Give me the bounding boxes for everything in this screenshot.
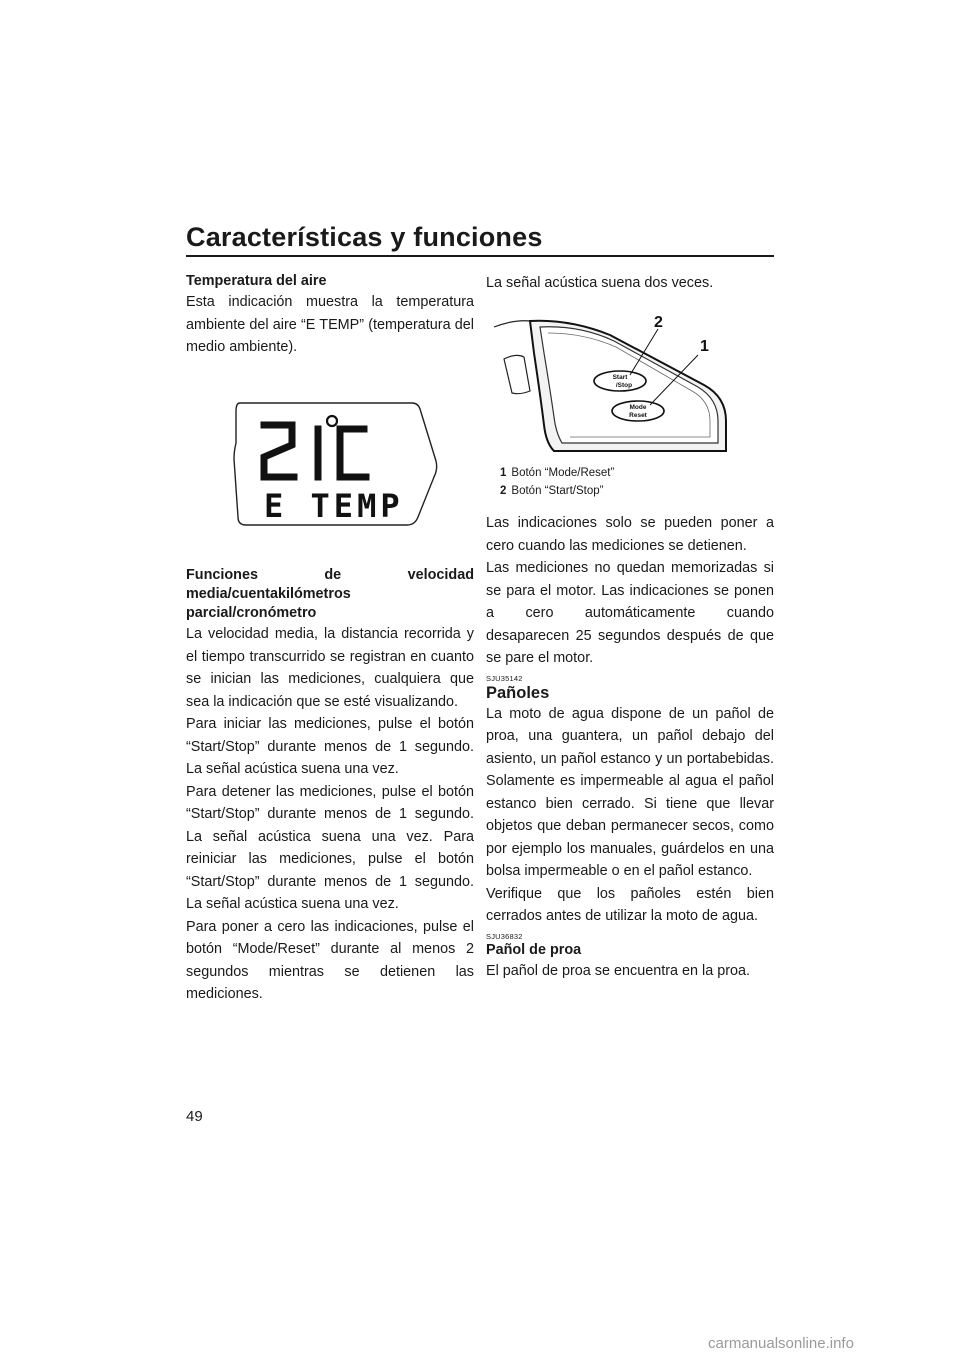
temp-heading: Temperatura del aire	[186, 273, 327, 289]
page-number: 49	[186, 1108, 203, 1125]
speed-paragraph-4: Para poner a cero las indicaciones, pulse el botón “Mode/Reset” durante al menos 2 segundos mientras se detienen las mediciones.	[186, 918, 474, 1002]
svg-text:Reset: Reset	[629, 411, 647, 419]
speed-paragraph-3: Para detener las mediciones, pulse el botón “Start/Stop” durante menos de 1 segundo. La señal acústica suena una vez. Para reiniciar las mediciones, pulse el botón “Start/Stop” durante menos de 1 segundo. La señal acústica suena una vez.	[186, 783, 474, 912]
degree-symbol	[327, 416, 337, 426]
lcd-temperature-figure	[232, 399, 440, 529]
proa-paragraph: El pañol de proa se encuentra en la proa.	[486, 962, 751, 979]
left-column	[186, 272, 474, 1006]
callout-1: 1	[700, 337, 709, 355]
speed-paragraph-1: La velocidad media, la distancia recorrida y el tiempo transcurrido se registran en cuanto se inician las mediciones, cualquiera que sea la indicación que se esté visualizando.	[186, 626, 474, 710]
mode-reset-button-label: Mode	[629, 403, 647, 411]
section-title-panoles: Pañoles	[486, 683, 550, 702]
speed-heading: Funciones de velocidad media/cuentakilómetros parcial/cronómetro	[186, 567, 474, 621]
reset-paragraph-1: Las indicaciones solo se pueden poner a cero cuando las mediciones se detienen.	[486, 515, 774, 554]
continued-paragraph: La señal acústica suena dos veces.	[486, 275, 714, 291]
lcd-label: E TEMP	[264, 486, 404, 525]
start-stop-button-label: Start	[612, 373, 628, 381]
svg-text:/Stop: /Stop	[615, 381, 633, 389]
reset-paragraph-2: Las mediciones no quedan memorizadas si se para el motor. Las indicaciones se ponen a cero automáticamente cuando desaparecen 25 segundos después de que se pare el motor.	[486, 560, 774, 666]
lcd-digits	[264, 425, 366, 477]
control-buttons-figure	[490, 313, 740, 453]
panoles-paragraph-2: Verifique que los pañoles estén bien cerrados antes de utilizar la moto de agua.	[486, 885, 774, 924]
watermark: carmanualsonline.info	[708, 1335, 854, 1352]
title-rule	[186, 255, 774, 257]
callout-2: 2	[654, 313, 663, 331]
legend-item: 2 Botón “Start/Stop”	[500, 485, 604, 497]
panoles-paragraph-1: La moto de agua dispone de un pañol de proa, una guantera, un pañol debajo del asiento, un pañol estanco y un portabebidas. Solamente es impermeable al agua el pañol estanco bien cerrado. Si tiene que llevar objetos que deban permanecer secos, como por ejemplo los manuales, guárdelos en una bolsa impermeable o en el pañol estanco.	[486, 705, 774, 879]
subsection-title-proa: Pañol de proa	[486, 941, 582, 958]
section-code: SJU35142	[486, 673, 523, 683]
section-code: SJU36832	[486, 931, 523, 941]
temp-paragraph: Esta indicación muestra la temperatura ambiente del aire “E TEMP” (temperatura del medio ambiente).	[186, 294, 474, 355]
page-title: Características y funciones	[186, 222, 543, 252]
legend-item: 1 Botón “Mode/Reset”	[500, 467, 615, 479]
right-column	[486, 272, 774, 982]
speed-paragraph-2: Para iniciar las mediciones, pulse el botón “Start/Stop” durante menos de 1 segundo. La señal acústica suena una vez.	[186, 716, 474, 777]
figure-legend	[500, 464, 774, 500]
